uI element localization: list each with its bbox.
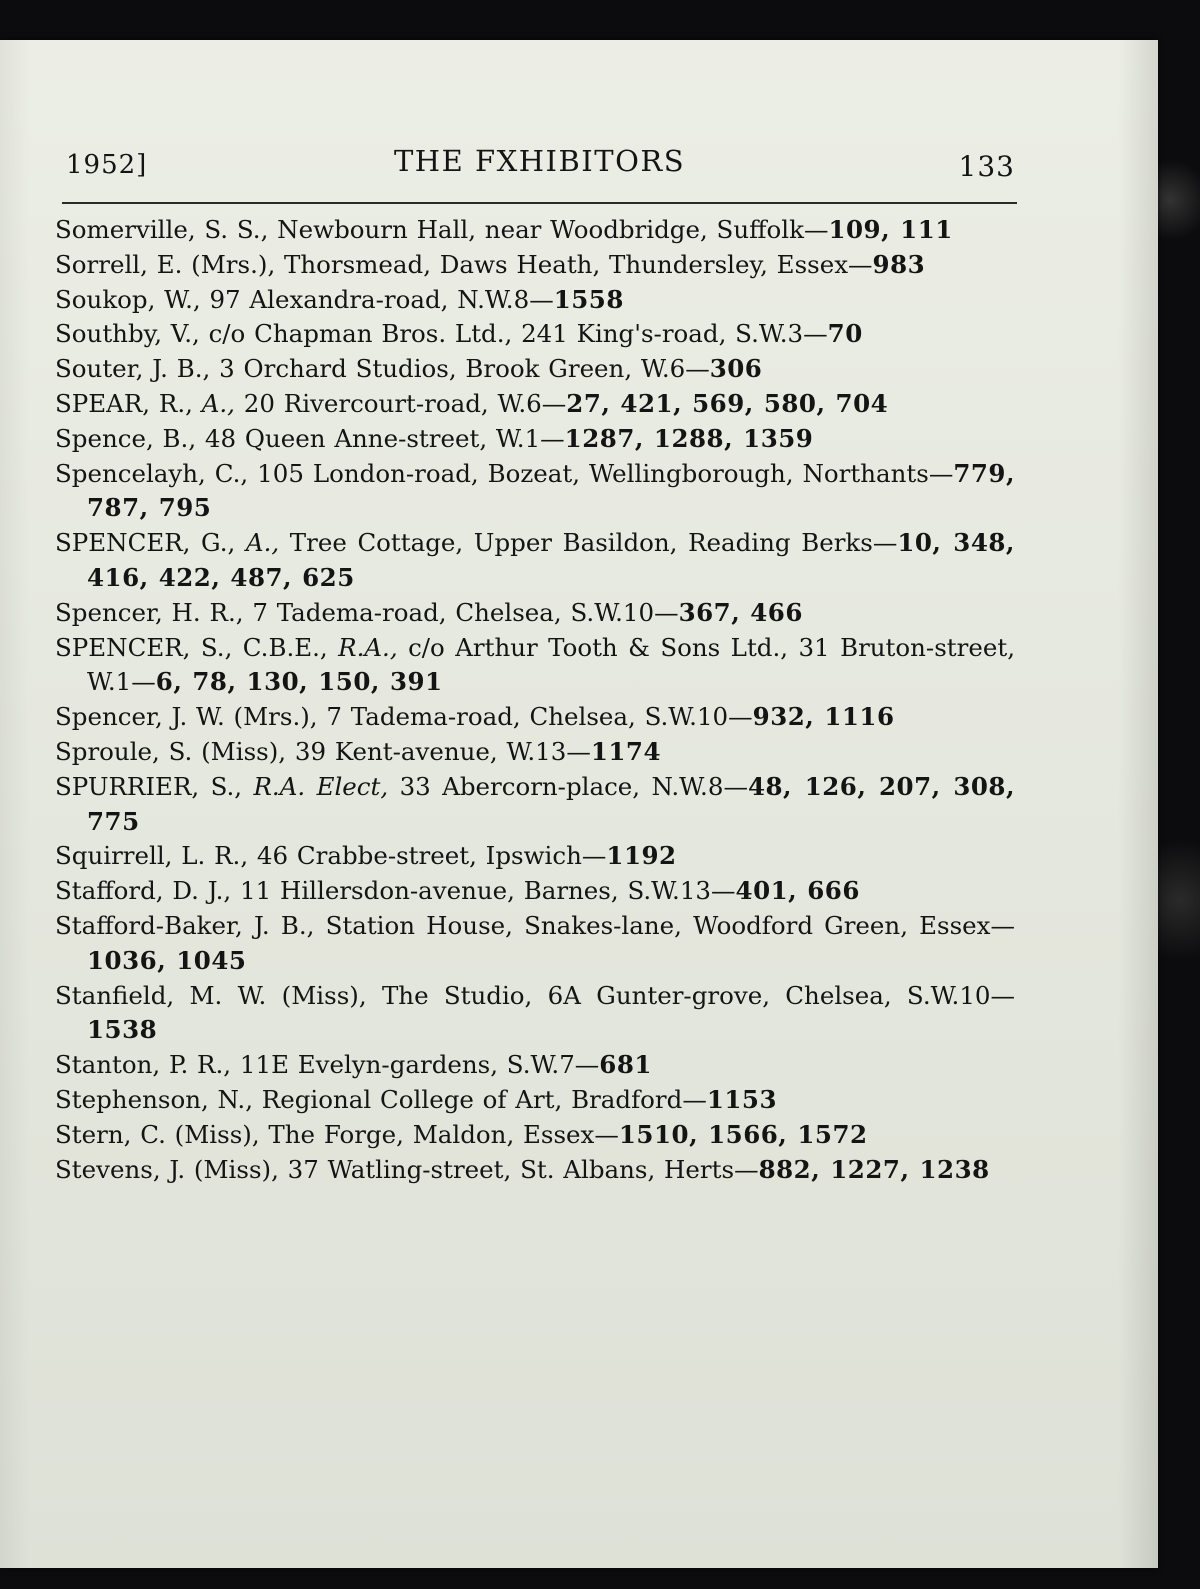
exhibitor-entry: SPENCER, S., C.B.E., R.A., c/o Arthur Tooth & Sons Ltd., 31 Bruton-street, W.1—6, 78, 130, 150, 391 (55, 632, 1015, 697)
catalogue-numbers: 70 (827, 319, 863, 349)
exhibitor-address: c/o Chapman Bros. Ltd., 241 King's-road, S.W.3 (208, 319, 804, 349)
catalogue-numbers: 1153 (706, 1084, 778, 1114)
catalogue-numbers: 6, 78, 130, 150, 391 (155, 667, 443, 697)
exhibitor-name: Spencelayh, C., (55, 458, 249, 488)
exhibitor-entry: Sorrell, E. (Mrs.), Thorsmead, Daws Heath, Thundersley, Essex—983 (55, 249, 926, 279)
header-rule (62, 202, 1017, 204)
exhibitor-name: SPENCER, S., C.B.E., (55, 632, 328, 662)
exhibitor-name: Stern, C. (Miss), (55, 1119, 260, 1149)
exhibitor-entry: Soukop, W., 97 Alexandra-road, N.W.8—1558 (55, 284, 624, 314)
catalogue-numbers: 1510, 1566, 1572 (618, 1119, 868, 1149)
exhibitor-entry: Stern, C. (Miss), The Forge, Maldon, Essex—1510, 1566, 1572 (55, 1119, 868, 1149)
exhibitor-address: The Forge, Maldon, Essex (268, 1119, 595, 1149)
exhibitor-entry: Stafford-Baker, J. B., Station House, Snakes-lane, Woodford Green, Essex—1036, 1045 (55, 910, 1015, 975)
exhibitor-name: Sproule, S. (Miss), (55, 736, 287, 766)
exhibitor-entry: Squirrell, L. R., 46 Crabbe-street, Ipswich—1192 (55, 841, 677, 871)
catalogue-numbers: 27, 421, 569, 580, 704 (566, 388, 889, 418)
running-head (62, 140, 1017, 190)
academy-rank: R.A. Elect, (253, 771, 389, 801)
catalogue-numbers: 1287, 1288, 1359 (564, 423, 814, 453)
exhibitor-address: 97 Alexandra-road, N.W.8 (209, 284, 530, 314)
exhibitor-entry: Stanfield, M. W. (Miss), The Studio, 6A Gunter-grove, Chelsea, S.W.10—1538 (55, 980, 1015, 1045)
exhibitor-address: The Studio, 6A Gunter-grove, Chelsea, S.W.10 (381, 980, 991, 1010)
running-head-year: 1952] (66, 150, 148, 180)
exhibitor-name: Stanton, P. R., (55, 1050, 232, 1080)
running-head-title: THE FXHIBITORS (393, 144, 686, 178)
catalogue-numbers: 48, 126, 207, 308, 775 (87, 771, 1015, 836)
exhibitor-address: 7 Tadema-road, Chelsea, S.W.10 (252, 597, 655, 627)
exhibitor-name: SPURRIER, S., (55, 771, 243, 801)
catalogue-numbers: 109, 111 (828, 215, 953, 244)
exhibitor-address: Tree Cottage, Upper Basildon, Reading Berks (289, 528, 873, 558)
exhibitor-name: Soukop, W., (55, 284, 201, 314)
exhibitor-entry: Spencelayh, C., 105 London-road, Bozeat, Wellingborough, Northants—779, 787, 795 (55, 458, 1015, 523)
exhibitor-name: SPENCER, G., (55, 528, 236, 558)
exhibitor-name: Stevens, J. (Miss), (55, 1154, 279, 1184)
exhibitor-entry: Stanton, P. R., 11E Evelyn-gardens, S.W.7—681 (55, 1050, 652, 1080)
catalogue-numbers: 681 (599, 1050, 652, 1080)
exhibitor-entry: Spencer, J. W. (Mrs.), 7 Tadema-road, Chelsea, S.W.10—932, 1116 (55, 702, 895, 732)
catalogue-numbers: 1192 (606, 841, 677, 871)
catalogue-numbers: 1558 (553, 284, 624, 314)
exhibitor-entry: Spence, B., 48 Queen Anne-street, W.1—1287, 1288, 1359 (55, 423, 814, 453)
exhibitor-name: Spencer, J. W. (Mrs.), (55, 702, 318, 732)
exhibitor-name: Stafford, D. J., (55, 876, 232, 906)
catalogue-numbers: 401, 666 (735, 876, 860, 906)
exhibitor-entry: Southby, V., c/o Chapman Bros. Ltd., 241 King's-road, S.W.3—70 (55, 319, 863, 349)
exhibitor-address: 46 Crabbe-street, Ipswich (256, 841, 582, 871)
exhibitor-entry: Stevens, J. (Miss), 37 Watling-street, St. Albans, Herts—882, 1227, 1238 (55, 1154, 990, 1184)
exhibitor-name: Southby, V., (55, 319, 200, 349)
catalogue-numbers: 779, 787, 795 (87, 458, 1015, 523)
academy-rank: R.A., (338, 632, 398, 662)
catalogue-numbers: 10, 348, 416, 422, 487, 625 (87, 528, 1015, 592)
exhibitor-entry: SPURRIER, S., R.A. Elect, 33 Abercorn-place, N.W.8—48, 126, 207, 308, 775 (55, 771, 1015, 836)
catalogue-numbers: 306 (709, 354, 763, 384)
exhibitor-address: 20 Rivercourt-road, W.6 (243, 388, 542, 418)
exhibitor-address: 37 Watling-street, St. Albans, Herts (287, 1154, 735, 1184)
exhibitor-name: SPEAR, R., (55, 388, 193, 418)
exhibitor-address: Newbourn Hall, near Woodbridge, Suffolk (277, 215, 804, 244)
catalogue-numbers: 1036, 1045 (87, 945, 247, 975)
catalogue-numbers: 1538 (87, 1015, 158, 1045)
exhibitor-entry: SPEAR, R., A., 20 Rivercourt-road, W.6—27, 421, 569, 580, 704 (55, 388, 889, 418)
exhibitor-name: Souter, J. B., (55, 354, 211, 384)
exhibitor-name: Squirrell, L. R., (55, 841, 249, 871)
exhibitor-entry: Souter, J. B., 3 Orchard Studios, Brook Green, W.6—306 (55, 354, 763, 384)
exhibitor-entry: SPENCER, G., A., Tree Cottage, Upper Basildon, Reading Berks—10, 348, 416, 422, 487, 625 (55, 528, 1015, 592)
exhibitor-name: Stephenson, N., (55, 1084, 253, 1114)
exhibitor-address: Station House, Snakes-lane, Woodford Green, Essex (325, 910, 991, 940)
exhibitor-address: 39 Kent-avenue, W.13 (294, 736, 567, 766)
exhibitor-address: Thorsmead, Daws Heath, Thundersley, Essex (284, 249, 849, 279)
exhibitor-list (55, 213, 1015, 1187)
exhibitor-address: 105 London-road, Bozeat, Wellingborough, Northants (257, 458, 929, 488)
catalogue-numbers: 367, 466 (678, 597, 803, 627)
exhibitor-entry: Stafford, D. J., 11 Hillersdon-avenue, Barnes, S.W.13—401, 666 (55, 876, 860, 906)
exhibitor-address: 33 Abercorn-place, N.W.8 (399, 771, 724, 801)
exhibitor-address: 48 Queen Anne-street, W.1 (204, 423, 541, 453)
exhibitor-address: c/o Arthur Tooth & Sons Ltd., 31 Bruton-street, W.1 (87, 632, 1015, 697)
exhibitor-address: 11 Hillersdon-avenue, Barnes, S.W.13 (240, 876, 712, 906)
exhibitor-entry: Sproule, S. (Miss), 39 Kent-avenue, W.13—1174 (55, 736, 662, 766)
catalogue-numbers: 882, 1227, 1238 (758, 1154, 990, 1184)
academy-rank: A., (201, 388, 235, 418)
exhibitor-address: 3 Orchard Studios, Brook Green, W.6 (219, 354, 686, 384)
exhibitor-name: Sorrell, E. (Mrs.), (55, 249, 276, 279)
exhibitor-name: Somerville, S. S., (55, 215, 269, 244)
academy-rank: A., (245, 528, 280, 558)
exhibitor-entry: Somerville, S. S., Newbourn Hall, near Woodbridge, Suffolk—109, 111 (55, 215, 953, 244)
exhibitor-name: Spence, B., (55, 423, 197, 453)
exhibitor-entry: Stephenson, N., Regional College of Art, Bradford—1153 (55, 1084, 778, 1114)
exhibitor-name: Stanfield, M. W. (Miss), (55, 980, 367, 1010)
exhibitor-entry: Spencer, H. R., 7 Tadema-road, Chelsea, S.W.10—367, 466 (55, 597, 803, 627)
catalogue-numbers: 932, 1116 (752, 702, 895, 732)
exhibitor-name: Stafford-Baker, J. B., (55, 910, 315, 940)
exhibitor-name: Spencer, H. R., (55, 597, 244, 627)
catalogue-numbers: 1174 (590, 736, 662, 766)
exhibitor-address: 11E Evelyn-gardens, S.W.7 (239, 1050, 575, 1080)
book-page (0, 40, 1158, 1568)
exhibitor-address: 7 Tadema-road, Chelsea, S.W.10 (326, 702, 729, 732)
catalogue-numbers: 983 (872, 249, 926, 279)
page-number: 133 (958, 150, 1015, 183)
exhibitor-address: Regional College of Art, Bradford (261, 1084, 683, 1114)
